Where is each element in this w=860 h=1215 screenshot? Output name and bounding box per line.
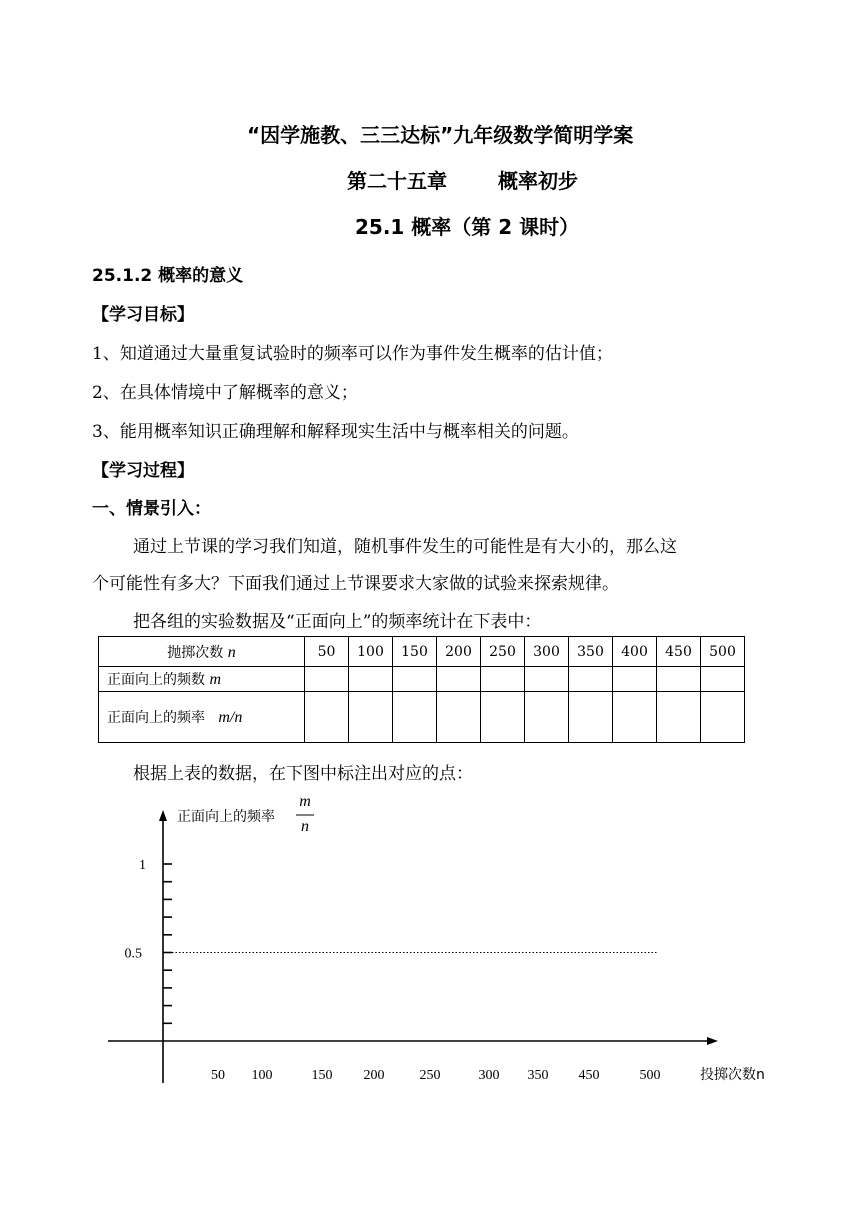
section-subtitle: 25.1.2 概率的意义 (92, 266, 244, 286)
y-axis-label-numerator: m (299, 793, 311, 810)
y-ticks (125, 858, 173, 1023)
table-cell (569, 692, 613, 743)
x-tick-label: 350 (527, 1068, 549, 1083)
table-cell (525, 692, 569, 743)
table-cell: 350 (569, 637, 613, 667)
table-cell: 250 (481, 637, 525, 667)
table-cell: 400 (613, 637, 657, 667)
table-cell (657, 667, 701, 692)
table-cell (701, 667, 745, 692)
table-row-label: 正面向上的频率 m/n (99, 692, 305, 743)
lesson-title: 25.1 概率（第 2 课时） (355, 215, 580, 239)
table-cell (437, 667, 481, 692)
chapter-number: 第二十五章 (347, 169, 447, 193)
table-row (99, 637, 745, 667)
goal-item-3: 3、能用概率知识正确理解和解释现实生活中与概率相关的问题。 (92, 422, 579, 442)
table-cell (657, 692, 701, 743)
x-tick-label: 100 (251, 1068, 273, 1083)
x-tick-label: 450 (578, 1068, 600, 1083)
x-tick-label: 150 (311, 1068, 333, 1083)
paragraph-line-1: 通过上节课的学习我们知道，随机事件发生的可能性是有大小的，那么这 (133, 537, 677, 557)
x-tick-label: 300 (478, 1068, 500, 1083)
y-axis-label-denominator: n (301, 818, 309, 835)
x-tick-label: 50 (211, 1068, 225, 1083)
frequency-chart (0, 785, 860, 1115)
table-cell (305, 667, 349, 692)
table-row-label: 抛掷次数 n (99, 637, 305, 667)
goals-heading: 【学习目标】 (92, 305, 194, 325)
intro-heading: 一、情景引入： (92, 499, 211, 519)
table-cell (481, 667, 525, 692)
y-axis-arrow (159, 810, 167, 821)
table-cell: 200 (437, 637, 481, 667)
table-row (99, 692, 745, 743)
y-tick-label: 0.5 (124, 946, 142, 962)
chart-intro-text: 根据上表的数据，在下图中标注出对应的点： (133, 764, 473, 784)
table-row-label: 正面向上的频数 m (99, 667, 305, 692)
x-axis-label: 投掷次数n (700, 1067, 765, 1083)
x-tick-label: 200 (363, 1068, 385, 1083)
table-cell (481, 692, 525, 743)
page-title: “因学施教、三三达标”九年级数学简明学案 (247, 123, 634, 147)
y-axis-label: 正面向上的频率 (177, 809, 275, 825)
table-cell (613, 667, 657, 692)
table-cell (525, 667, 569, 692)
table-cell: 100 (349, 637, 393, 667)
table-cell (349, 692, 393, 743)
goal-item-2: 2、在具体情境中了解概率的意义； (92, 383, 358, 403)
x-tick-label: 500 (639, 1068, 661, 1083)
table-cell: 450 (657, 637, 701, 667)
goal-item-1: 1、知道通过大量重复试验时的频率可以作为事件发生概率的估计值； (92, 344, 613, 364)
table-cell (349, 667, 393, 692)
table-cell (437, 692, 481, 743)
chapter-title: 概率初步 (498, 169, 578, 193)
x-tick-labels (211, 1068, 661, 1083)
table-cell: 50 (305, 637, 349, 667)
table-cell (701, 692, 745, 743)
x-axis-arrow (707, 1037, 718, 1045)
table-cell (613, 692, 657, 743)
table-intro-text: 把各组的实验数据及“正面向上”的频率统计在下表中： (133, 612, 542, 632)
frequency-table (98, 636, 745, 743)
process-heading: 【学习过程】 (92, 461, 194, 481)
chart-axes (108, 810, 718, 1083)
table-cell: 150 (393, 637, 437, 667)
table-cell (393, 667, 437, 692)
y-tick-label: 1 (139, 858, 146, 873)
table-cell (305, 692, 349, 743)
table-cell: 500 (701, 637, 745, 667)
table-cell (569, 667, 613, 692)
table-row (99, 667, 745, 692)
x-tick-label: 250 (419, 1068, 441, 1083)
table-cell: 300 (525, 637, 569, 667)
paragraph-line-2: 个可能性有多大？下面我们通过上节课要求大家做的试验来探索规律。 (92, 574, 619, 594)
table-cell (393, 692, 437, 743)
